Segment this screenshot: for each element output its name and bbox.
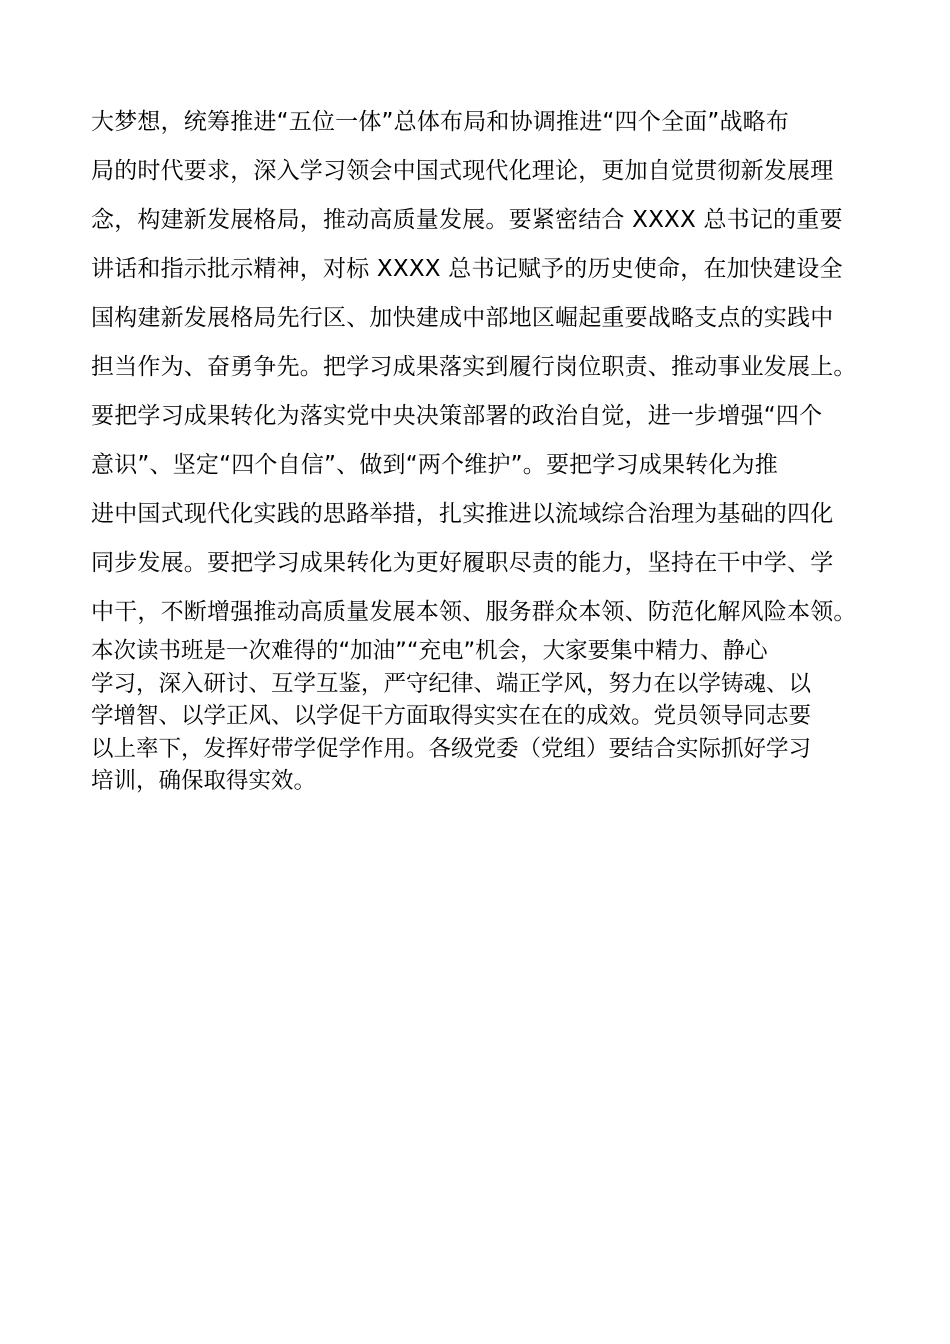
text-line: 局的时代要求，深入学习领会中国式现代化理论，更加自觉贯彻新发展理	[91, 158, 834, 184]
text-line: 同步发展。要把学习成果转化为更好履职尽责的能力，坚持在干中学、学	[91, 550, 834, 576]
text-line: 学习，深入研讨、互学互鉴，严守纪律、端正学风，努力在以学铸魂、以	[91, 670, 812, 697]
text-line: 培训，确保取得实效。	[91, 768, 317, 795]
text-line: 以上率下，发挥好带学促学作用。各级党委（党组）要结合实际抓好学习	[91, 735, 812, 762]
text-line: 学增智、以学正风、以学促干方面取得实实在在的成效。党员领导同志要	[91, 703, 812, 730]
text-line: 中干，不断增强推动高质量发展本领、服务群众本领、防范化解风险本领。	[91, 599, 857, 625]
text-line: 讲话和指示批示精神，对标 XXXX 总书记赋予的历史使命，在加快建设全	[91, 256, 843, 282]
text-line: 国构建新发展格局先行区、加快建成中部地区崛起重要战略支点的实践中	[91, 305, 834, 331]
text-line: 大梦想，统筹推进“五位一体”总体布局和协调推进“四个全面”战略布	[91, 109, 790, 135]
text-line: 担当作为、奋勇争先。把学习成果落实到履行岗位职责、推动事业发展上。	[91, 354, 857, 380]
text-line: 意识”、坚定“四个自信”、做到“两个维护”。要把学习成果转化为推	[91, 452, 778, 478]
body-text-block-wide-spacing	[91, 98, 866, 637]
text-line: 念，构建新发展格局，推动高质量发展。要紧密结合 XXXX 总书记的重要	[91, 207, 843, 233]
text-line: 要把学习成果转化为落实党中央决策部署的政治自觉，进一步增强“四个	[91, 403, 823, 429]
text-line: 本次读书班是一次难得的“加油”“充电”机会，大家要集中精力、静心	[91, 638, 768, 664]
body-text-block-tight-spacing	[91, 635, 866, 798]
text-line: 进中国式现代化实践的思路举措，扎实推进以流域综合治理为基础的四化	[91, 501, 834, 527]
